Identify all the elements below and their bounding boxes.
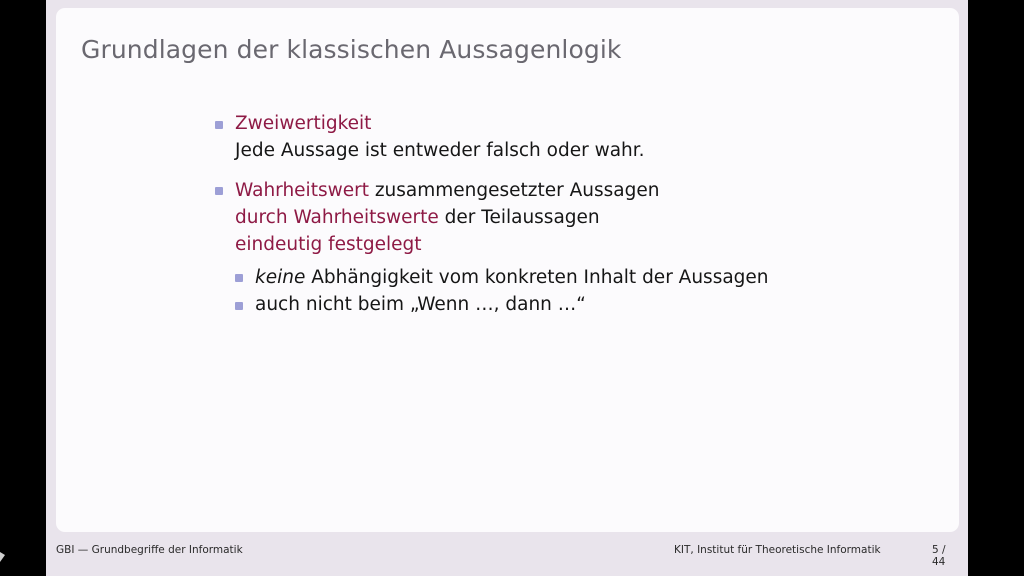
slide-title: Grundlagen der klassischen Aussagenlogik xyxy=(81,35,622,64)
text-abhaengigkeit: Abhängigkeit vom konkreten Inhalt der Aussagen xyxy=(305,267,769,288)
item-body: Jede Aussage ist entweder falsch oder wahr. xyxy=(235,140,645,161)
sub-bullet-icon xyxy=(235,274,243,282)
highlight-wahrheitswert: Wahrheitswert xyxy=(235,180,369,201)
highlight-durch-wahrheitswerte: durch Wahrheitswerte xyxy=(235,207,439,228)
emphasis-keine: keine xyxy=(255,267,306,288)
sub-item-keine-abhaengigkeit xyxy=(255,264,769,291)
slide xyxy=(56,8,959,532)
list-item-wahrheitswert xyxy=(235,177,660,258)
text-wenn-dann: auch nicht beim „Wenn …, dann …“ xyxy=(255,294,586,315)
text-zusammengesetzter: zusammengesetzter Aussagen xyxy=(368,180,660,201)
list-item-zweiwertigkeit xyxy=(235,110,645,164)
slide-footer xyxy=(56,538,959,566)
footer-course: GBI — Grundbegriffe der Informatik xyxy=(56,544,243,556)
page-number: 5 / 44 xyxy=(932,544,946,568)
item-heading: Zweiwertigkeit xyxy=(235,113,372,134)
footer-institute: KIT, Institut für Theoretische Informatik xyxy=(674,544,881,556)
mouse-cursor-icon xyxy=(0,552,5,562)
text-teilaussagen: der Teilaussagen xyxy=(438,207,600,228)
sub-item-wenn-dann xyxy=(255,291,586,318)
bullet-icon xyxy=(215,121,223,129)
bullet-icon xyxy=(215,187,223,195)
highlight-eindeutig: eindeutig festgelegt xyxy=(235,234,422,255)
sub-bullet-icon xyxy=(235,302,243,310)
